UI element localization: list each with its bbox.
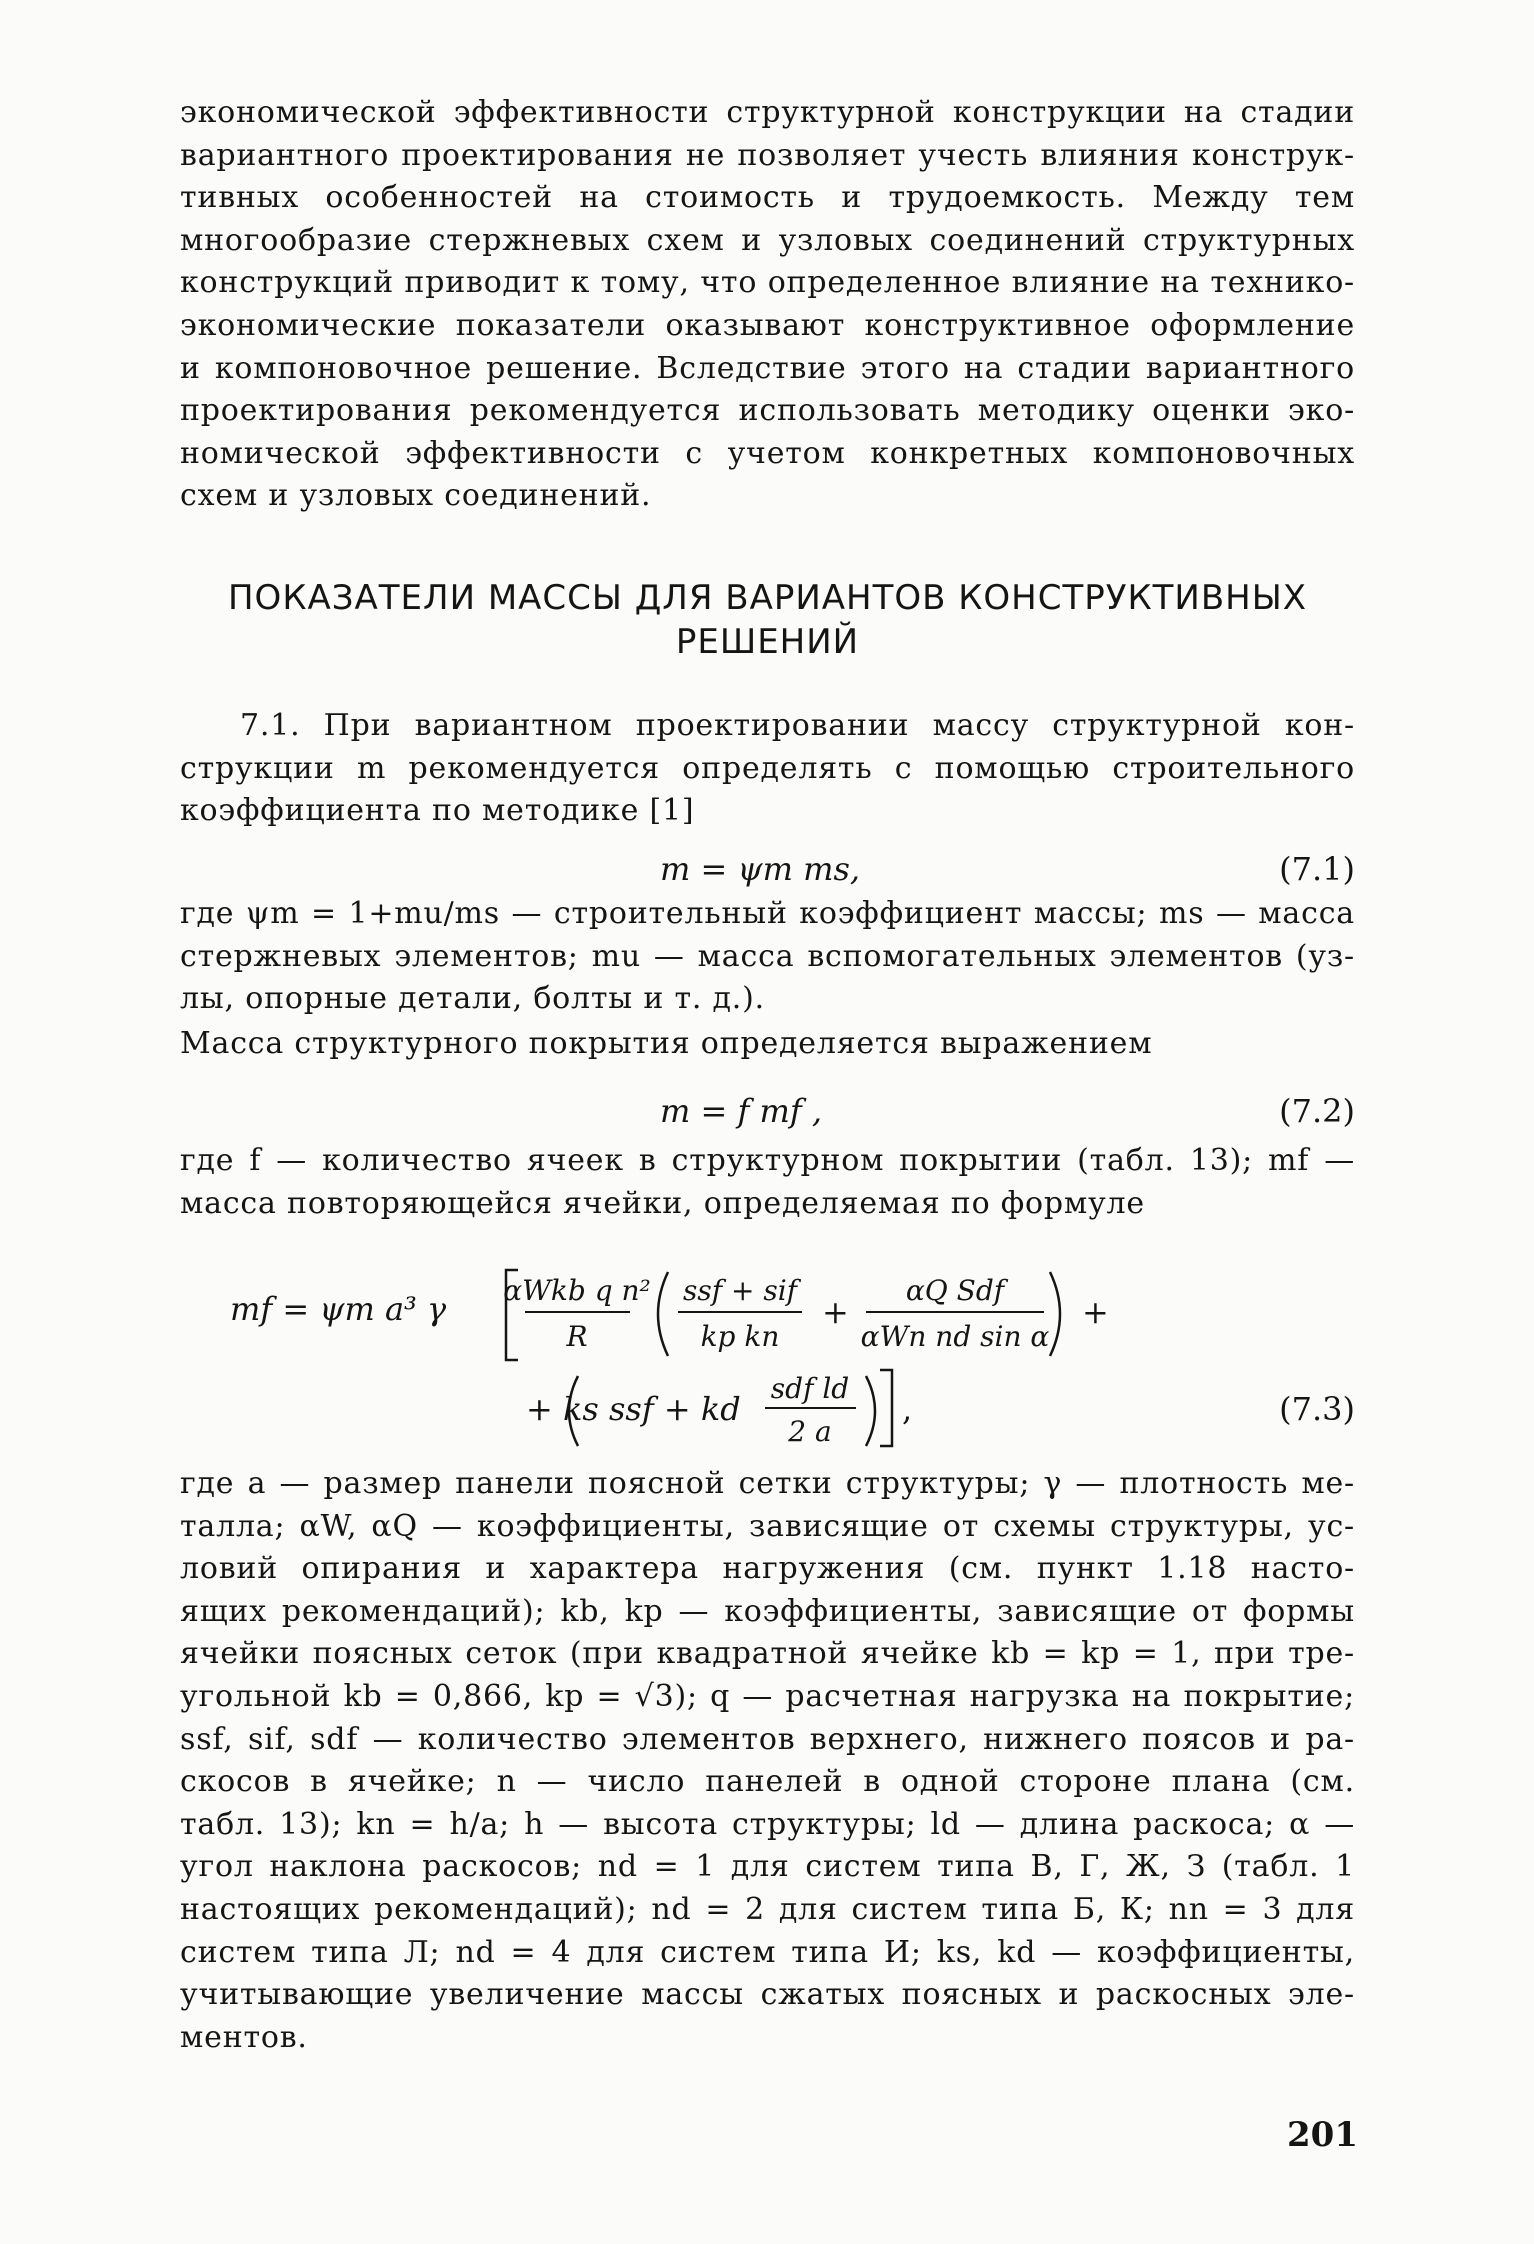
text-line: где a — размер панели поясной сетки структуры; γ — плотность ме- bbox=[180, 1466, 1355, 1501]
formula-7-3 bbox=[230, 1248, 1355, 1448]
text-line: ячейки поясных сеток (при квадратной ячейке kb = kp = 1, при тре- bbox=[180, 1636, 1355, 1672]
where-paragraph-1 bbox=[180, 893, 1355, 1021]
text-line: конструкций приводит к тому, что определенное влияние на технико- bbox=[180, 265, 1355, 301]
mass-paragraph bbox=[180, 1023, 1355, 1066]
equation-7-2 bbox=[180, 1086, 1355, 1136]
paren-right bbox=[1050, 1272, 1060, 1356]
text-line: вариантного проектирования не позволяет учесть влияния конструк- bbox=[180, 137, 1355, 173]
paren-left bbox=[658, 1272, 668, 1356]
frac1-num: αWkb q n² bbox=[503, 1274, 651, 1307]
text-line: многообразие стержневых схем и узловых соединений структурных bbox=[180, 222, 1355, 258]
text-line: тивных особенностей на стоимость и трудоемкость. Между тем bbox=[180, 180, 1355, 216]
frac1-den: R bbox=[566, 1320, 588, 1353]
frac2-den: kp kn bbox=[700, 1320, 780, 1353]
equation-7-3 bbox=[230, 1248, 1355, 1452]
frac2-num: ssf + sif bbox=[682, 1274, 798, 1307]
text-line: стержневых элементов; mu — масса вспомогательных элементов (уз- bbox=[180, 938, 1355, 974]
formula-line2: + ks ssf + kd bbox=[526, 1390, 741, 1428]
text-line: табл. 13); kn = h/a; h — высота структуры; ld — длина раскоса; α — bbox=[180, 1806, 1355, 1842]
text-line: лы, опорные детали, болты и т. д.). bbox=[180, 981, 765, 1017]
text-line: талла; αW, αQ — коэффициенты, зависящие от схемы структуры, ус- bbox=[180, 1508, 1355, 1544]
frac3-num: αQ Sdf bbox=[905, 1274, 1005, 1307]
equation-body: m = ψm ms, bbox=[660, 850, 861, 888]
text-line: номической эффективности с учетом конкретных компоновочных bbox=[180, 435, 1355, 471]
text-line: систем типа Л; nd = 4 для систем типа И; ks, kd — коэффициенты, bbox=[180, 1934, 1355, 1970]
text-line: ментов. bbox=[180, 2019, 308, 2055]
formula-lhs: mf = ψm a³ γ bbox=[230, 1290, 447, 1328]
page-number: 201 bbox=[1287, 2115, 1358, 2155]
text-line: ящих рекомендаций); kb, kp — коэффициенты, зависящие от формы bbox=[180, 1593, 1355, 1629]
text-line: схем и узловых соединений. bbox=[180, 478, 652, 514]
text-line: экономические показатели оказывают конструктивное оформление bbox=[180, 307, 1355, 343]
paragraph-7-1 bbox=[180, 705, 1355, 833]
text-line: струкции m рекомендуется определять с помощью строительного bbox=[180, 750, 1355, 786]
text-line: ловий опирания и характера нагружения (см. пункт 1.18 насто- bbox=[180, 1551, 1355, 1587]
section-heading bbox=[180, 576, 1355, 664]
plus-sign: + bbox=[1082, 1293, 1109, 1331]
text-line: угол наклона раскосов; nd = 1 для систем типа В, Г, Ж, З (табл. 1 bbox=[180, 1849, 1355, 1885]
intro-paragraph bbox=[180, 92, 1355, 518]
text-line: масса повторяющейся ячейки, определяемая по формуле bbox=[180, 1185, 1145, 1221]
text-line: где ψm = 1+mu/ms — строительный коэффициент массы; ms — масса bbox=[180, 896, 1355, 931]
bracket-right bbox=[880, 1370, 892, 1446]
text-line: где f — количество ячеек в структурном покрытии (табл. 13); mf — bbox=[180, 1143, 1355, 1178]
comma: , bbox=[902, 1390, 913, 1428]
paren-right bbox=[866, 1376, 875, 1446]
text-line: настоящих рекомендаций); nd = 2 для систем типа Б, К; nn = 3 для bbox=[180, 1891, 1355, 1927]
text-line: экономической эффективности структурной конструкции на стадии bbox=[180, 95, 1355, 130]
equation-7-1 bbox=[180, 844, 1355, 894]
text-line: учитывающие увеличение массы сжатых поясных и раскосных эле- bbox=[180, 1977, 1355, 2013]
text-line: и компоновочное решение. Вследствие этого на стадии вариантного bbox=[180, 350, 1355, 386]
frac4-num: sdf ld bbox=[770, 1372, 850, 1405]
text-line: угольной kb = 0,866, kp = √3); q — расчетная нагрузка на покрытие; bbox=[180, 1678, 1355, 1714]
equation-number: (7.2) bbox=[1279, 1092, 1355, 1130]
equation-number: (7.3) bbox=[1279, 1390, 1355, 1428]
text-line: 7.1. При вариантном проектировании массу структурной кон- bbox=[240, 708, 1355, 743]
plus-sign: + bbox=[822, 1293, 849, 1331]
where-paragraph-3 bbox=[180, 1463, 1355, 2059]
where-paragraph-2 bbox=[180, 1140, 1355, 1225]
heading-line: ПОКАЗАТЕЛИ МАССЫ ДЛЯ ВАРИАНТОВ КОНСТРУКТИВНЫХ bbox=[227, 578, 1307, 618]
heading-line: РЕШЕНИЙ bbox=[675, 622, 860, 662]
equation-number: (7.1) bbox=[1279, 850, 1355, 888]
text-line: проектирования рекомендуется использовать методику оценки эко- bbox=[180, 393, 1355, 429]
text-line: Масса структурного покрытия определяется выражением bbox=[180, 1026, 1153, 1061]
text-line: скосов в ячейке; n — число панелей в одной стороне плана (см. bbox=[180, 1764, 1355, 1800]
equation-body: m = f mf , bbox=[660, 1092, 823, 1130]
frac3-den: αWn nd sin α bbox=[860, 1320, 1050, 1353]
frac4-den: 2 a bbox=[788, 1415, 832, 1448]
text-line: ssf, sif, sdf — количество элементов верхнего, нижнего поясов и ра- bbox=[180, 1721, 1355, 1757]
text-line: коэффициента по методике [1] bbox=[180, 793, 695, 829]
